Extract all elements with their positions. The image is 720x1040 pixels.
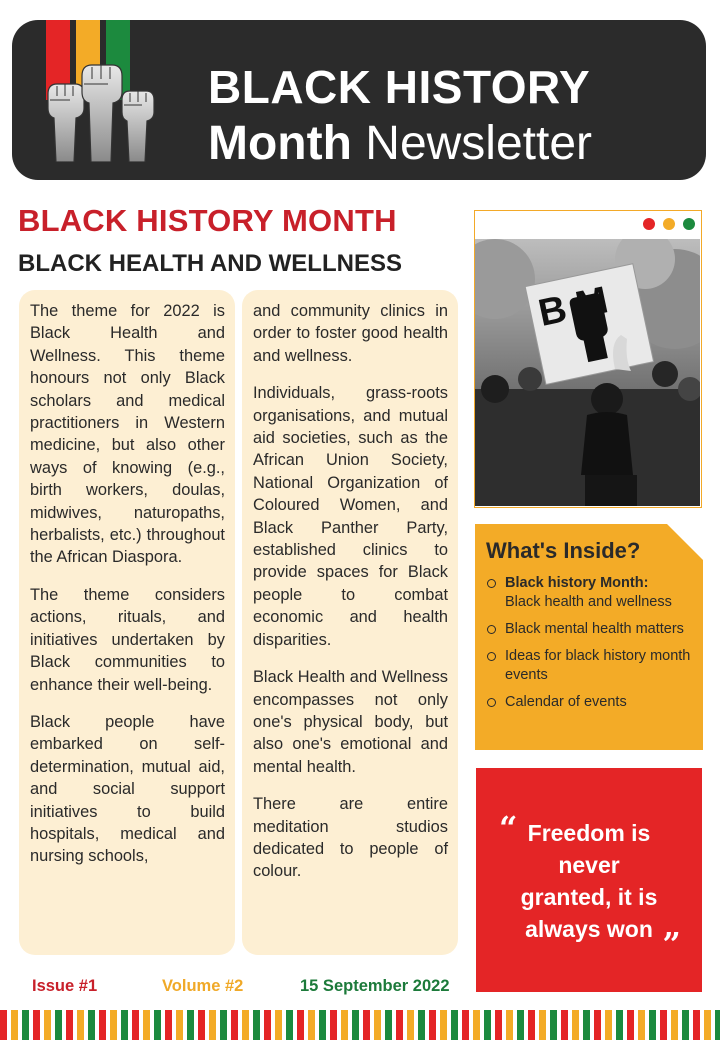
stripe bbox=[517, 1010, 524, 1040]
issue-date: 15 September 2022 bbox=[300, 977, 450, 995]
stripe bbox=[110, 1010, 117, 1040]
stripe bbox=[407, 1010, 414, 1040]
stripe bbox=[55, 1010, 62, 1040]
list-item-bold: Black history Month: bbox=[505, 575, 649, 591]
stripe bbox=[660, 1010, 667, 1040]
quote-box bbox=[476, 768, 702, 992]
stripe bbox=[561, 1010, 568, 1040]
stripe bbox=[715, 1010, 720, 1040]
stripe bbox=[506, 1010, 513, 1040]
article-column-right bbox=[242, 290, 458, 955]
decorative-stripe-bar bbox=[0, 1010, 720, 1040]
stripe bbox=[616, 1010, 623, 1040]
whats-inside-list bbox=[485, 574, 697, 720]
stripe bbox=[594, 1010, 601, 1040]
stripe bbox=[0, 1010, 7, 1040]
stripe bbox=[583, 1010, 590, 1040]
stripe bbox=[385, 1010, 392, 1040]
stripe bbox=[319, 1010, 326, 1040]
list-item-text: Black mental health matters bbox=[505, 621, 684, 637]
quote-line: Freedom is bbox=[527, 820, 651, 846]
stripe bbox=[143, 1010, 150, 1040]
stripe bbox=[363, 1010, 370, 1040]
protest-photo bbox=[475, 239, 700, 506]
stripe bbox=[88, 1010, 95, 1040]
stripe bbox=[484, 1010, 491, 1040]
stripe bbox=[704, 1010, 711, 1040]
stripe bbox=[121, 1010, 128, 1040]
red-dot-icon bbox=[643, 218, 655, 230]
window-dots bbox=[635, 217, 695, 233]
stripe bbox=[297, 1010, 304, 1040]
quote-line: never bbox=[558, 852, 620, 878]
article-heading: BLACK HISTORY MONTH bbox=[18, 203, 397, 238]
title-newsletter: Newsletter bbox=[365, 117, 593, 170]
title-month: Month bbox=[208, 117, 352, 170]
stripe bbox=[44, 1010, 51, 1040]
stripe bbox=[198, 1010, 205, 1040]
stripe bbox=[429, 1010, 436, 1040]
stripe bbox=[176, 1010, 183, 1040]
stripe bbox=[528, 1010, 535, 1040]
folded-corner bbox=[667, 524, 703, 560]
open-quote-icon: “ bbox=[499, 809, 518, 847]
issue-number: Issue #1 bbox=[32, 977, 98, 995]
stripe bbox=[286, 1010, 293, 1040]
paragraph: There are entire meditation studios dedicated to people of colour. bbox=[253, 795, 448, 881]
stripe bbox=[671, 1010, 678, 1040]
raised-fists-icon bbox=[38, 50, 162, 162]
list-item-text: Ideas for black history month events bbox=[505, 648, 691, 683]
stripe bbox=[165, 1010, 172, 1040]
stripe bbox=[275, 1010, 282, 1040]
whats-inside-title: What's Inside? bbox=[486, 538, 641, 563]
article-column-left bbox=[19, 290, 235, 955]
stripe bbox=[495, 1010, 502, 1040]
stripe bbox=[638, 1010, 645, 1040]
stripe bbox=[418, 1010, 425, 1040]
newsletter-title-line2 bbox=[208, 116, 592, 171]
stripe bbox=[220, 1010, 227, 1040]
stripe bbox=[187, 1010, 194, 1040]
stripe bbox=[451, 1010, 458, 1040]
list-item bbox=[485, 693, 697, 712]
stripe bbox=[462, 1010, 469, 1040]
stripe bbox=[572, 1010, 579, 1040]
stripe bbox=[264, 1010, 271, 1040]
list-item bbox=[485, 620, 697, 639]
paragraph: The theme considers actions, rituals, and initiatives undertaken by Black communities to enhance their well-being. bbox=[30, 585, 225, 694]
close-quote-icon: „ bbox=[663, 907, 682, 945]
stripe bbox=[605, 1010, 612, 1040]
stripe bbox=[66, 1010, 73, 1040]
stripe bbox=[440, 1010, 447, 1040]
stripe bbox=[330, 1010, 337, 1040]
yellow-dot-icon bbox=[663, 218, 675, 230]
stripe bbox=[11, 1010, 18, 1040]
stripe bbox=[473, 1010, 480, 1040]
stripe bbox=[539, 1010, 546, 1040]
list-item bbox=[485, 647, 697, 685]
stripe bbox=[22, 1010, 29, 1040]
photo-frame bbox=[474, 210, 702, 508]
stripe bbox=[33, 1010, 40, 1040]
stripe bbox=[374, 1010, 381, 1040]
stripe bbox=[396, 1010, 403, 1040]
paragraph: Black Health and Wellness encompasses not only one's physical body, but also one's emotional and mental health. bbox=[253, 668, 448, 776]
stripe bbox=[209, 1010, 216, 1040]
stripe bbox=[231, 1010, 238, 1040]
stripe bbox=[99, 1010, 106, 1040]
article-subheading: BLACK HEALTH AND WELLNESS bbox=[18, 250, 402, 277]
paragraph: Black people have embarked on self-determination, mutual aid, and social support initiatives to build hospitals, medical and nursing schools, bbox=[30, 712, 225, 866]
stripe bbox=[132, 1010, 139, 1040]
stripe bbox=[627, 1010, 634, 1040]
paragraph: and community clinics in order to foster good health and wellness. bbox=[253, 302, 448, 365]
sign-text: B bbox=[534, 288, 571, 335]
stripe bbox=[77, 1010, 84, 1040]
stripe bbox=[154, 1010, 161, 1040]
stripe bbox=[341, 1010, 348, 1040]
stripe bbox=[682, 1010, 689, 1040]
paragraph: The theme for 2022 is Black Health and Wellness. This theme honours not only Black scholars and medical practitioners in Western medicine, but also other ways of knowing (e.g., birth workers, doulas, midwives, naturopaths, herbalists, etc.) throughout the African Diaspora. bbox=[30, 302, 225, 567]
quote-line: always won bbox=[525, 916, 653, 942]
stripe bbox=[242, 1010, 249, 1040]
volume-number: Volume #2 bbox=[162, 977, 244, 995]
stripe bbox=[308, 1010, 315, 1040]
stripe bbox=[550, 1010, 557, 1040]
list-item-text: Black health and wellness bbox=[505, 594, 672, 610]
paragraph: Individuals, grass-roots organisations, and mutual aid societies, such as the African Union Society, National Organization of Coloured Women, and Black Panther Party, established clinics to provide spaces for Black people to combat economic and health disparities. bbox=[253, 384, 448, 649]
green-dot-icon bbox=[683, 218, 695, 230]
stripe bbox=[693, 1010, 700, 1040]
newsletter-title-line1: BLACK HISTORY bbox=[208, 61, 591, 113]
quote-line: granted, it is bbox=[520, 884, 658, 910]
stripe bbox=[649, 1010, 656, 1040]
stripe bbox=[253, 1010, 260, 1040]
whats-inside-box bbox=[475, 524, 703, 750]
list-item bbox=[485, 574, 697, 612]
newsletter-header bbox=[12, 20, 706, 180]
stripe bbox=[352, 1010, 359, 1040]
list-item-text: Calendar of events bbox=[505, 694, 627, 710]
